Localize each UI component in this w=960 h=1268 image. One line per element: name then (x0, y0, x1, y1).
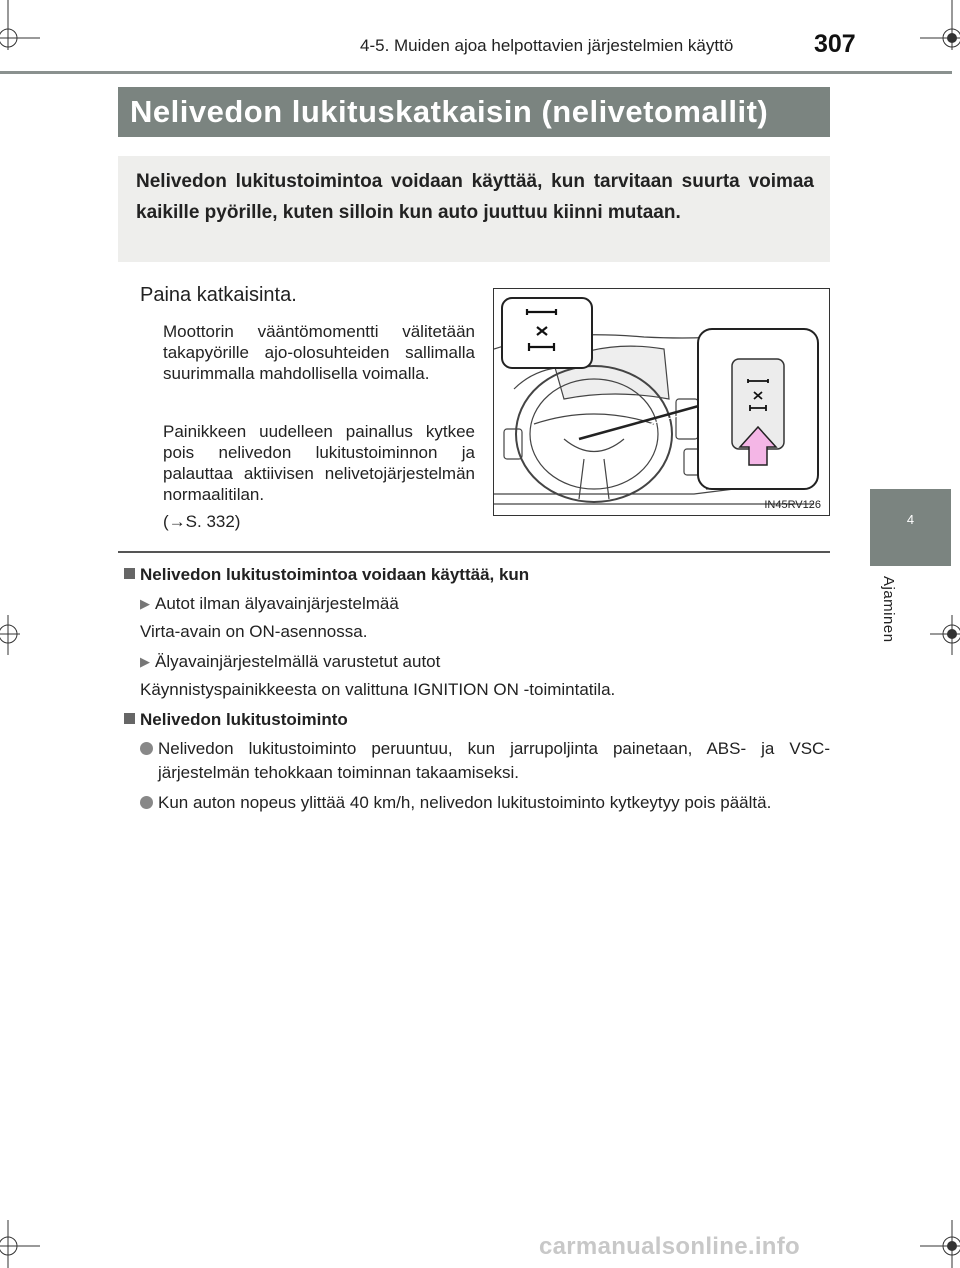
header-rule (0, 71, 952, 74)
running-header-section: 4-5. Muiden ajoa helpottavien järjestelmien käyttö (360, 36, 734, 55)
chapter-tab: 4 (870, 489, 951, 566)
dashboard-illustration (494, 289, 829, 515)
note-heading-2: Nelivedon lukitustoiminto (124, 710, 348, 730)
circle-bullet-icon (140, 796, 153, 809)
condition-text-1: Virta-avain on ON-asennossa. (140, 622, 368, 641)
watermark: carmanualsonline.info (539, 1233, 801, 1260)
chapter-label: Ajaminen (880, 576, 897, 643)
condition-text-2: Käynnistyspainikkeesta on valittuna IGNITION ON -toimintatila. (140, 680, 616, 699)
note-heading-1: Nelivedon lukitustoimintoa voidaan käyttää, kun (124, 565, 529, 585)
note-bullet-2: Kun auton nopeus ylittää 40 km/h, nelivedon lukitustoiminto kytkeytyy pois päältä. (140, 791, 830, 815)
square-bullet-icon (124, 713, 135, 724)
triangle-bullet-icon: ▶ (140, 596, 150, 611)
section-title: Nelivedon lukituskatkaisin (nelivetomallit) (118, 87, 830, 137)
page-number: 307 (814, 30, 856, 58)
condition-item-1: ▶ Autot ilman älyavainjärjestelmää (140, 594, 399, 613)
step-title: Paina katkaisinta. (140, 284, 297, 306)
square-bullet-icon (124, 568, 135, 579)
note-bullet-1: Nelivedon lukitustoiminto peruuntuu, kun jarrupoljinta painetaan, ABS- ja VSC-järjestelmän tehokkaan toiminnan takaamiseksi. (140, 737, 830, 785)
dashboard-figure (493, 288, 830, 516)
section-separator (118, 551, 830, 553)
figure-code: IN45RV126 (764, 499, 821, 511)
triangle-bullet-icon: ▶ (140, 654, 150, 669)
intro-box: Nelivedon lukitustoimintoa voidaan käyttää, kun tarvitaan suurta voimaa kaikille pyörille, kuten silloin kun auto juuttuu kiinni mutaan. (118, 156, 830, 262)
condition-item-2: ▶ Älyavainjärjestelmällä varustetut autot (140, 652, 441, 671)
circle-bullet-icon (140, 742, 153, 755)
step-paragraph-1: Moottorin vääntömomentti välitetään takapyörille ajo-olosuhteiden sallimalla suurimmalla mahdollisella voimalla. (163, 322, 475, 383)
step-paragraph-2: Painikkeen uudelleen painallus kytkee pois nelivedon lukitustoiminnon ja palauttaa aktiivisen nelivetojärjestelmän normaalitilan. (163, 422, 475, 504)
page-reference: (→S. 332) (163, 512, 241, 531)
